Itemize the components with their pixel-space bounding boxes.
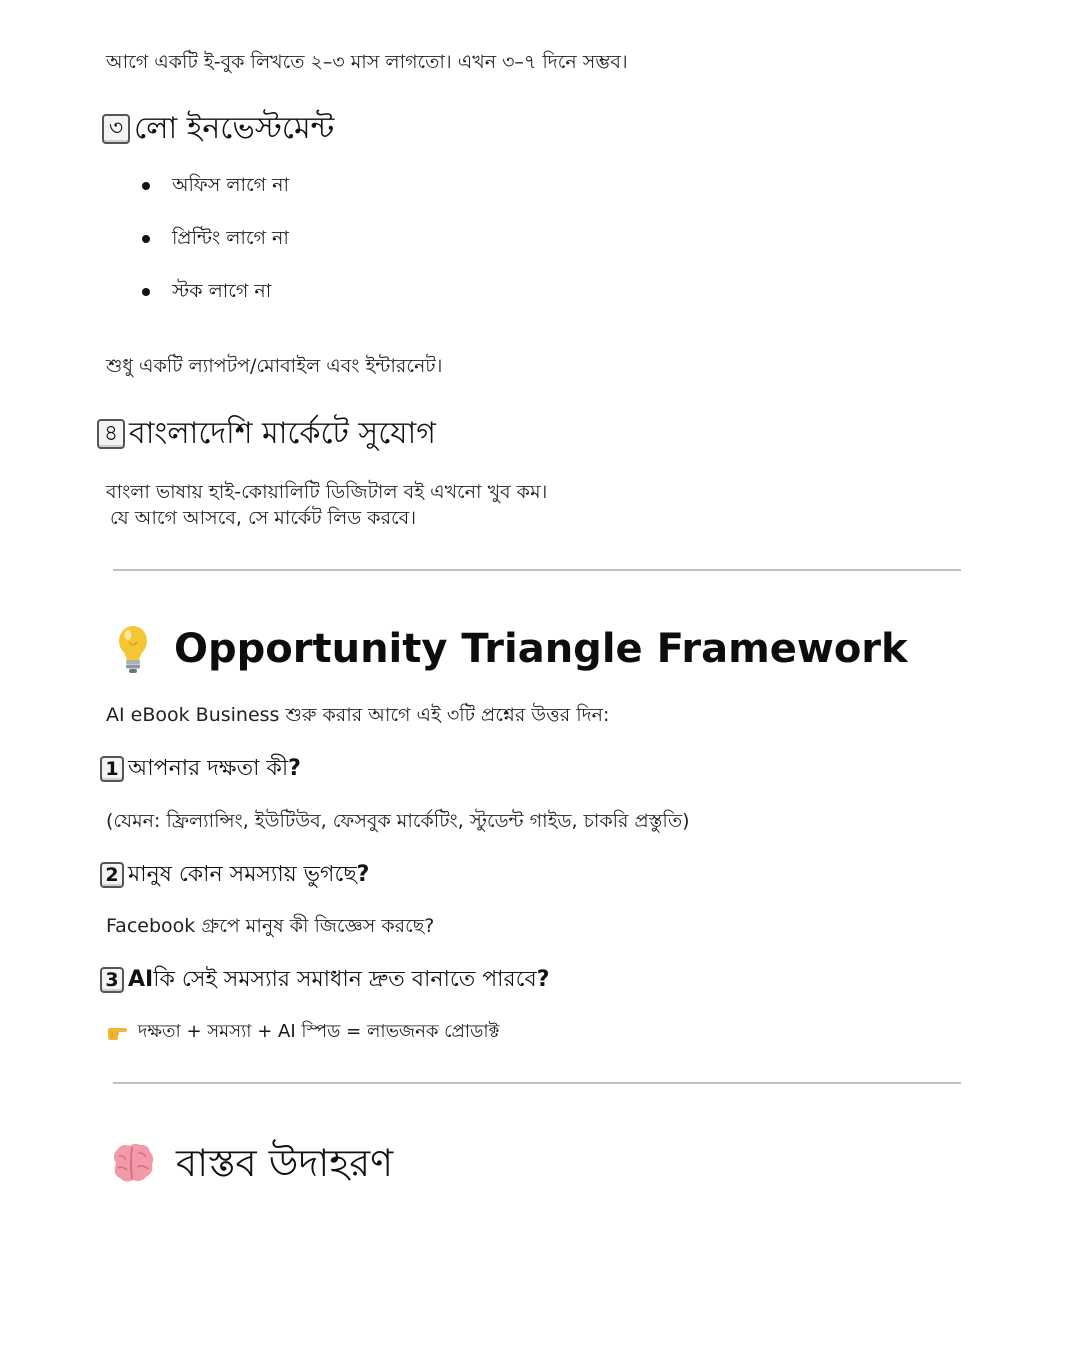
question-1-text: আপনার দক্ষতা কী xyxy=(128,756,289,781)
examples-title: বাস্তব উদাহরণ xyxy=(176,1141,394,1185)
framework-intro: AI eBook Business শুরু করার আগে এই ৩টি প্রশ্নের উত্তর দিন: xyxy=(106,704,610,726)
framework-heading xyxy=(112,624,908,674)
question-2-text: মানুষ কোন সমস্যায় ভুগছে xyxy=(128,862,357,887)
number-3-keycap: ৩ xyxy=(102,114,130,144)
bullet-icon xyxy=(142,235,150,243)
section-3-bullet-list xyxy=(140,172,289,331)
question-3-mark: ? xyxy=(536,967,550,992)
list-item-text: স্টক লাগে না xyxy=(172,280,272,302)
brain-icon xyxy=(108,1141,156,1185)
examples-heading xyxy=(108,1138,393,1188)
list-item-text: অফিস লাগে না xyxy=(172,174,290,196)
bullet-icon xyxy=(142,288,150,296)
question-1-example: (যেমন: ফ্রিল্যান্সিং, ইউটিউব, ফেসবুক মার্কেটিং, স্টুডেন্ট গাইড, চাকরি প্রস্তুতি) xyxy=(106,810,690,832)
question-1-mark: ? xyxy=(288,756,301,781)
formula-text: দক্ষতা + সমস্যা + AI স্পিড = লাভজনক প্রোডাক্ট xyxy=(138,1021,500,1042)
list-item xyxy=(140,278,289,331)
section-4-title: বাংলাদেশি মার্কেটে সুযোগ xyxy=(129,416,436,451)
question-3-heading xyxy=(100,965,549,995)
pointing-hand-icon xyxy=(106,1023,130,1041)
number-3-keycap: 3 xyxy=(100,967,124,993)
divider xyxy=(113,569,961,571)
question-1-heading xyxy=(100,754,301,784)
question-3-text: কি সেই সমস্যার সমাধান দ্রুত বানাতে পারবে xyxy=(153,967,537,992)
section-4-line-2: যে আগে আসবে, সে মার্কেট লিড করবে। xyxy=(110,507,417,529)
section-4-line-1: বাংলা ভাষায় হাই-কোয়ালিটি ডিজিটাল বই এখনো খুব কম। xyxy=(106,481,548,503)
number-1-keycap: 1 xyxy=(100,756,124,782)
number-4-keycap: ৪ xyxy=(97,419,125,449)
number-2-keycap: 2 xyxy=(100,862,124,888)
list-item xyxy=(140,172,289,225)
divider xyxy=(113,1082,961,1084)
framework-title: Opportunity Triangle Framework xyxy=(174,626,908,672)
bullet-icon xyxy=(142,182,150,190)
section-3-heading xyxy=(102,109,334,149)
list-item xyxy=(140,225,289,278)
intro-line: আগে একটি ই-বুক লিখতে ২–৩ মাস লাগতো। এখন ৩–৭ দিনে সম্ভব। xyxy=(106,51,628,73)
section-3-note: শুধু একটি ল্যাপটপ/মোবাইল এবং ইন্টারনেট। xyxy=(106,355,443,377)
question-3-prefix: AI xyxy=(128,967,154,992)
section-4-heading xyxy=(97,414,436,454)
question-2-example: Facebook গ্রুপে মানুষ কী জিজ্ঞেস করছে? xyxy=(106,915,435,937)
question-2-mark: ? xyxy=(356,862,370,887)
question-2-heading xyxy=(100,860,369,890)
list-item-text: প্রিন্টিং লাগে না xyxy=(172,227,289,249)
light-bulb-icon xyxy=(112,624,154,674)
section-3-title: লো ইনভেস্টমেন্ট xyxy=(134,111,335,146)
formula-line xyxy=(106,1019,499,1045)
